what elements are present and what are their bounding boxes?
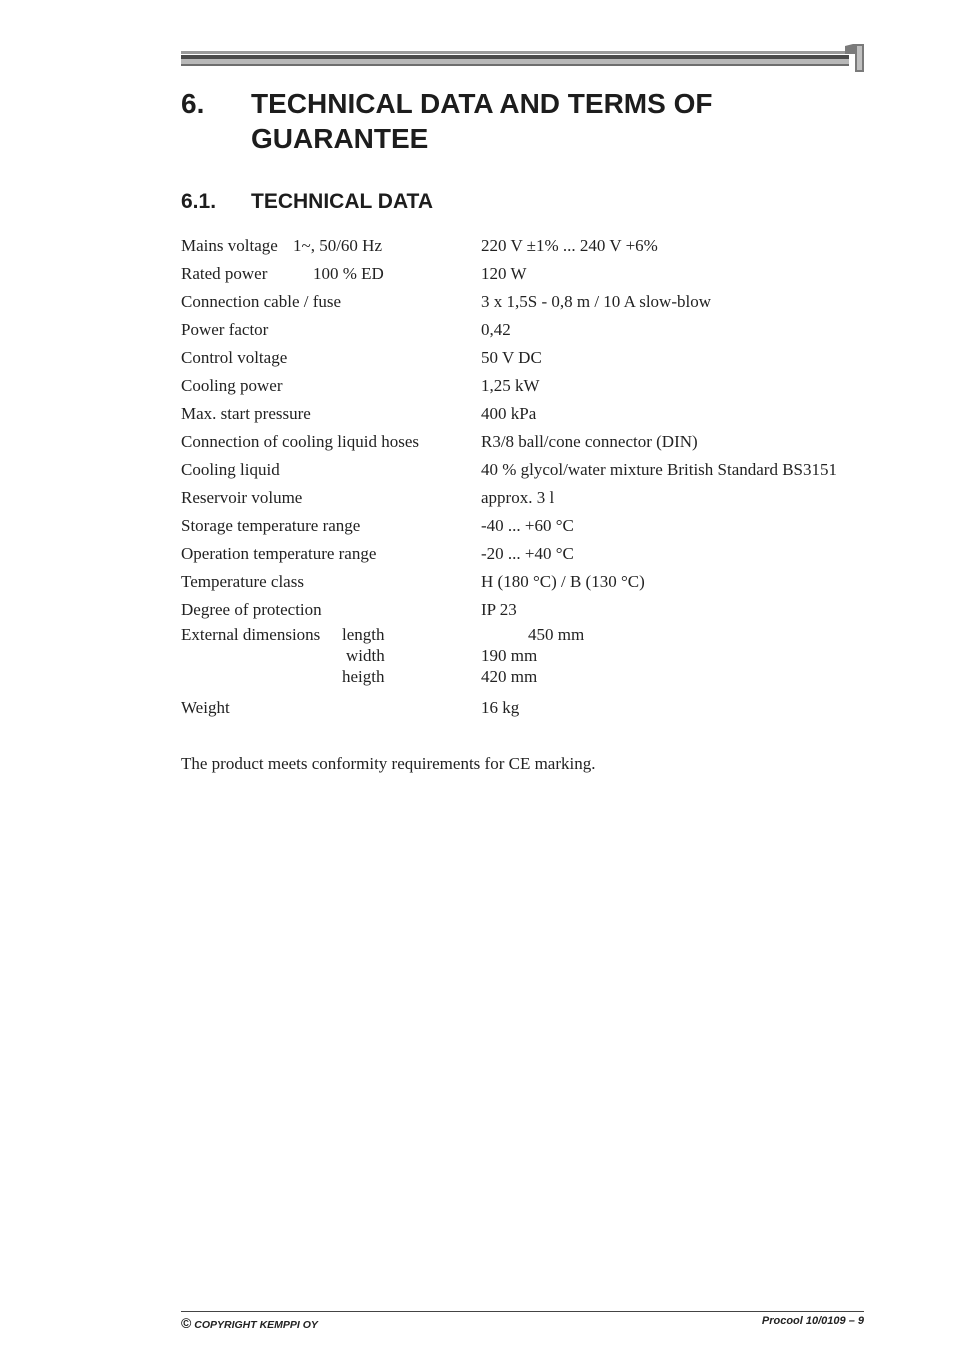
spec-value: 400 kPa	[481, 404, 537, 423]
copyright-text: COPYRIGHT KEMPPI OY	[194, 1319, 318, 1331]
header-decorative-bar	[181, 44, 864, 72]
spec-label: Power factor	[181, 320, 269, 339]
spec-row-mains-voltage	[181, 232, 871, 260]
spec-row-cooling-hoses	[181, 428, 871, 456]
spec-label: Connection of cooling liquid hoses	[181, 432, 419, 451]
footer-copyright	[181, 1315, 318, 1331]
spec-label: Connection cable / fuse	[181, 292, 342, 311]
dimension-length-label: length	[342, 625, 385, 644]
spec-row-cooling-liquid	[181, 456, 871, 484]
spec-label: Temperature class	[181, 572, 304, 591]
spec-value: R3/8 ball/cone connector (DIN)	[481, 432, 698, 451]
spec-value: 3 x 1,5S - 0,8 m / 10 A slow-blow	[481, 292, 711, 311]
spec-label: Cooling liquid	[181, 460, 280, 479]
heading-title: TECHNICAL DATA AND TERMS OF GUARANTEE	[251, 88, 713, 154]
spec-value: approx. 3 l	[481, 488, 555, 507]
spec-label: External dimensions	[181, 625, 321, 644]
spec-row-temperature-class	[181, 568, 871, 596]
ce-conformity-note: The product meets conformity requirements for CE marking.	[181, 754, 596, 773]
spec-value: 1,25 kW	[481, 376, 540, 395]
spec-value: 40 % glycol/water mixture British Standard BS3151	[481, 460, 838, 479]
spec-value: -40 ... +60 °C	[481, 516, 574, 535]
spec-label: Rated power	[181, 264, 268, 283]
section-title: TECHNICAL DATA	[251, 190, 433, 213]
spec-value: 120 W	[481, 264, 527, 283]
technical-data-table	[181, 232, 871, 722]
dimension-width-label: width	[346, 646, 385, 665]
dimension-width-value: 190 mm	[481, 646, 538, 665]
spec-label: Cooling power	[181, 376, 283, 395]
spec-value: 50 V DC	[481, 348, 542, 367]
spec-row-storage-temperature	[181, 512, 871, 540]
spec-row-weight	[181, 694, 871, 722]
copyright-icon: ©	[181, 1315, 192, 1331]
spec-value: 220 V ±1% ... 240 V +6%	[481, 236, 658, 255]
dimension-length-value: 450 mm	[528, 625, 585, 644]
spec-row-external-dimensions	[181, 624, 871, 694]
spec-value: 0,42	[481, 320, 511, 339]
spec-row-control-voltage	[181, 344, 871, 372]
spec-value: -20 ... +40 °C	[481, 544, 574, 563]
spec-value: IP 23	[481, 600, 517, 619]
spec-label: Weight	[181, 698, 230, 717]
spec-label: Max. start pressure	[181, 404, 311, 423]
spec-label: Reservoir volume	[181, 488, 303, 507]
heading-number: 6.	[181, 88, 205, 119]
spec-row-max-start-pressure	[181, 400, 871, 428]
footer-page-reference: Procool 10/0109 – 9	[761, 1315, 864, 1327]
footer-divider	[181, 1311, 864, 1312]
spec-label: Control voltage	[181, 348, 288, 367]
dimension-height-label: heigth	[342, 667, 385, 686]
section-number: 6.1.	[181, 190, 217, 213]
spec-row-operation-temperature	[181, 540, 871, 568]
spec-value: H (180 °C) / B (130 °C)	[481, 572, 645, 591]
spec-row-connection-cable	[181, 288, 871, 316]
spec-row-reservoir-volume	[181, 484, 871, 512]
spec-label: Mains voltage	[181, 236, 278, 255]
dimension-height-value: 420 mm	[481, 667, 538, 686]
spec-row-rated-power	[181, 260, 871, 288]
spec-row-power-factor	[181, 316, 871, 344]
spec-label: Storage temperature range	[181, 516, 361, 535]
spec-sublabel: 100 % ED	[313, 264, 384, 283]
spec-label: Degree of protection	[181, 600, 322, 619]
spec-row-cooling-power	[181, 372, 871, 400]
spec-value: 16 kg	[481, 698, 520, 717]
spec-label: Operation temperature range	[181, 544, 377, 563]
spec-sublabel: 1~, 50/60 Hz	[293, 236, 382, 255]
spec-row-degree-of-protection	[181, 596, 871, 624]
